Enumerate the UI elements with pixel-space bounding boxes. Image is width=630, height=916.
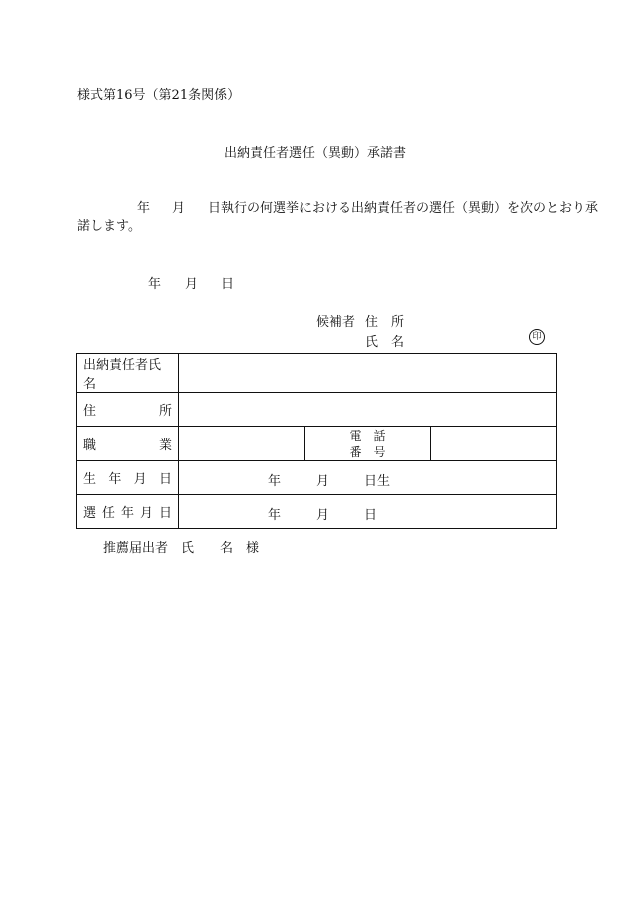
phone-number-label: 電 話 番 号 xyxy=(305,427,431,461)
candidate-label: 候補者 xyxy=(316,315,356,330)
occupation-label: 職 業 xyxy=(77,427,179,461)
treasurer-info-table xyxy=(76,353,557,529)
table-row xyxy=(77,495,557,529)
birth-date-field[interactable]: 年 月 日生 xyxy=(179,461,557,495)
form-number-label: 様式第16号（第21条関係） xyxy=(77,88,241,103)
seal-mark: 印 xyxy=(529,329,545,345)
appointment-date-field[interactable]: 年 月 日 xyxy=(179,495,557,529)
table-row xyxy=(77,461,557,495)
recommender-addressee: 推薦届出者 氏 名 様 xyxy=(103,541,260,556)
date-month-label: 月 xyxy=(185,277,199,292)
table-row xyxy=(77,354,557,393)
table-row xyxy=(77,427,557,461)
birth-date-label: 生 年 月 日 xyxy=(77,461,179,495)
date-year-label: 年 xyxy=(148,277,162,292)
date-day-label: 日 xyxy=(221,277,235,292)
declaration-text: 日執行の何選挙における出納責任者の選任（異動）を次のとおり承 xyxy=(208,201,599,216)
declaration-year-label: 年 xyxy=(137,201,151,216)
appointment-date-label: 選 任 年 月 日 xyxy=(77,495,179,529)
document-title: 出納責任者選任（異動）承諾書 xyxy=(223,146,406,161)
table-row xyxy=(77,393,557,427)
occupation-field[interactable] xyxy=(179,427,305,461)
treasurer-name-field[interactable] xyxy=(179,354,557,393)
address-field[interactable] xyxy=(179,393,557,427)
phone-number-field[interactable] xyxy=(431,427,557,461)
declaration-text-continuation: 諾します。 xyxy=(77,219,141,234)
treasurer-name-label: 出納責任者氏名 xyxy=(77,354,179,393)
address-label: 住 所 xyxy=(77,393,179,427)
candidate-name-label: 氏 名 xyxy=(365,335,405,350)
declaration-month-label: 月 xyxy=(172,201,186,216)
candidate-address-label: 住 所 xyxy=(365,315,405,330)
